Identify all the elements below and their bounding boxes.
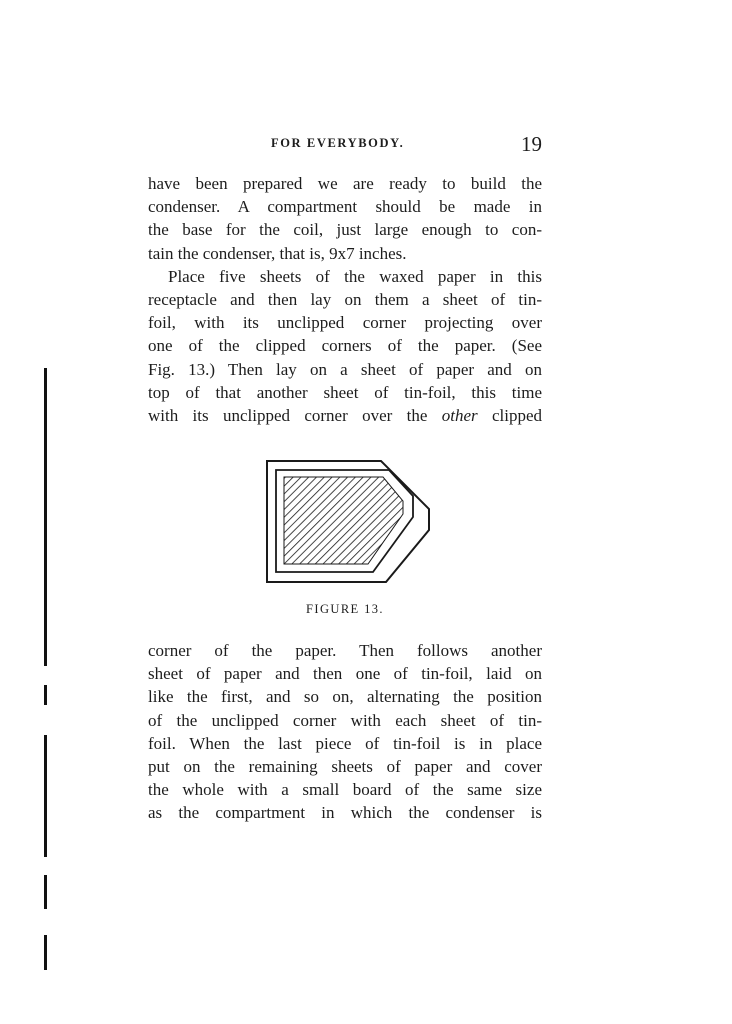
scan-margin-bar [44,735,47,857]
text-line-with-italic [148,404,542,427]
text-fragment: with its unclipped corner over the [148,406,428,426]
condenser-figure [265,458,435,588]
text-line: receptacle and then lay on them a sheet of tin- [148,290,542,310]
text-fragment: clipped [491,406,543,426]
text-line: Fig. 13.) Then lay on a sheet of paper and on [148,359,542,379]
page-number: 19 [521,132,542,156]
text-line: one of the clipped corners of the paper. (See [148,336,542,356]
text-line: the whole with a small board of the same size [148,780,542,800]
text-line: corner of the paper. Then follows another [148,641,542,660]
text-line: the base for the coil, just large enough to con- [148,220,542,240]
text-block-bottom [148,639,542,825]
text-line: condenser. A compartment should be made in [148,197,542,217]
paragraph-instructions [148,265,542,427]
figure-caption: FIGURE 13. [306,602,384,616]
text-line: Place five sheets of the waxed paper in this [168,266,542,286]
text-line: have been prepared we are ready to build the [148,174,542,193]
text-block-top [148,172,542,427]
text-line: sheet of paper and then one of tin-foil, laid on [148,664,542,684]
paragraph-continued [148,639,542,825]
text-line: of the unclipped corner with each sheet of tin- [148,710,542,730]
text-line: as the compartment in which the condenser is [148,803,542,823]
text-line: foil, with its unclipped corner projecting over [148,313,542,333]
italic-word: other [441,406,478,426]
text-line: put on the remaining sheets of paper and cover [148,757,542,777]
paragraph-continued [148,172,542,265]
text-line: like the first, and so on, alternating the position [148,687,542,707]
text-line: top of that another sheet of tin-foil, this time [148,382,542,402]
text-line: foil. When the last piece of tin-foil is in place [148,733,542,753]
running-title: FOR EVERYBODY. [271,136,405,150]
running-head [148,134,542,156]
text-line: tain the condenser, that is, 9x7 inches. [148,243,407,263]
scan-margin-bar [44,875,47,909]
tinfoil-hatched-area [284,477,403,564]
scan-margin-bar [44,935,47,970]
scan-margin-bar [44,685,47,705]
scan-margin-bar [44,368,47,666]
